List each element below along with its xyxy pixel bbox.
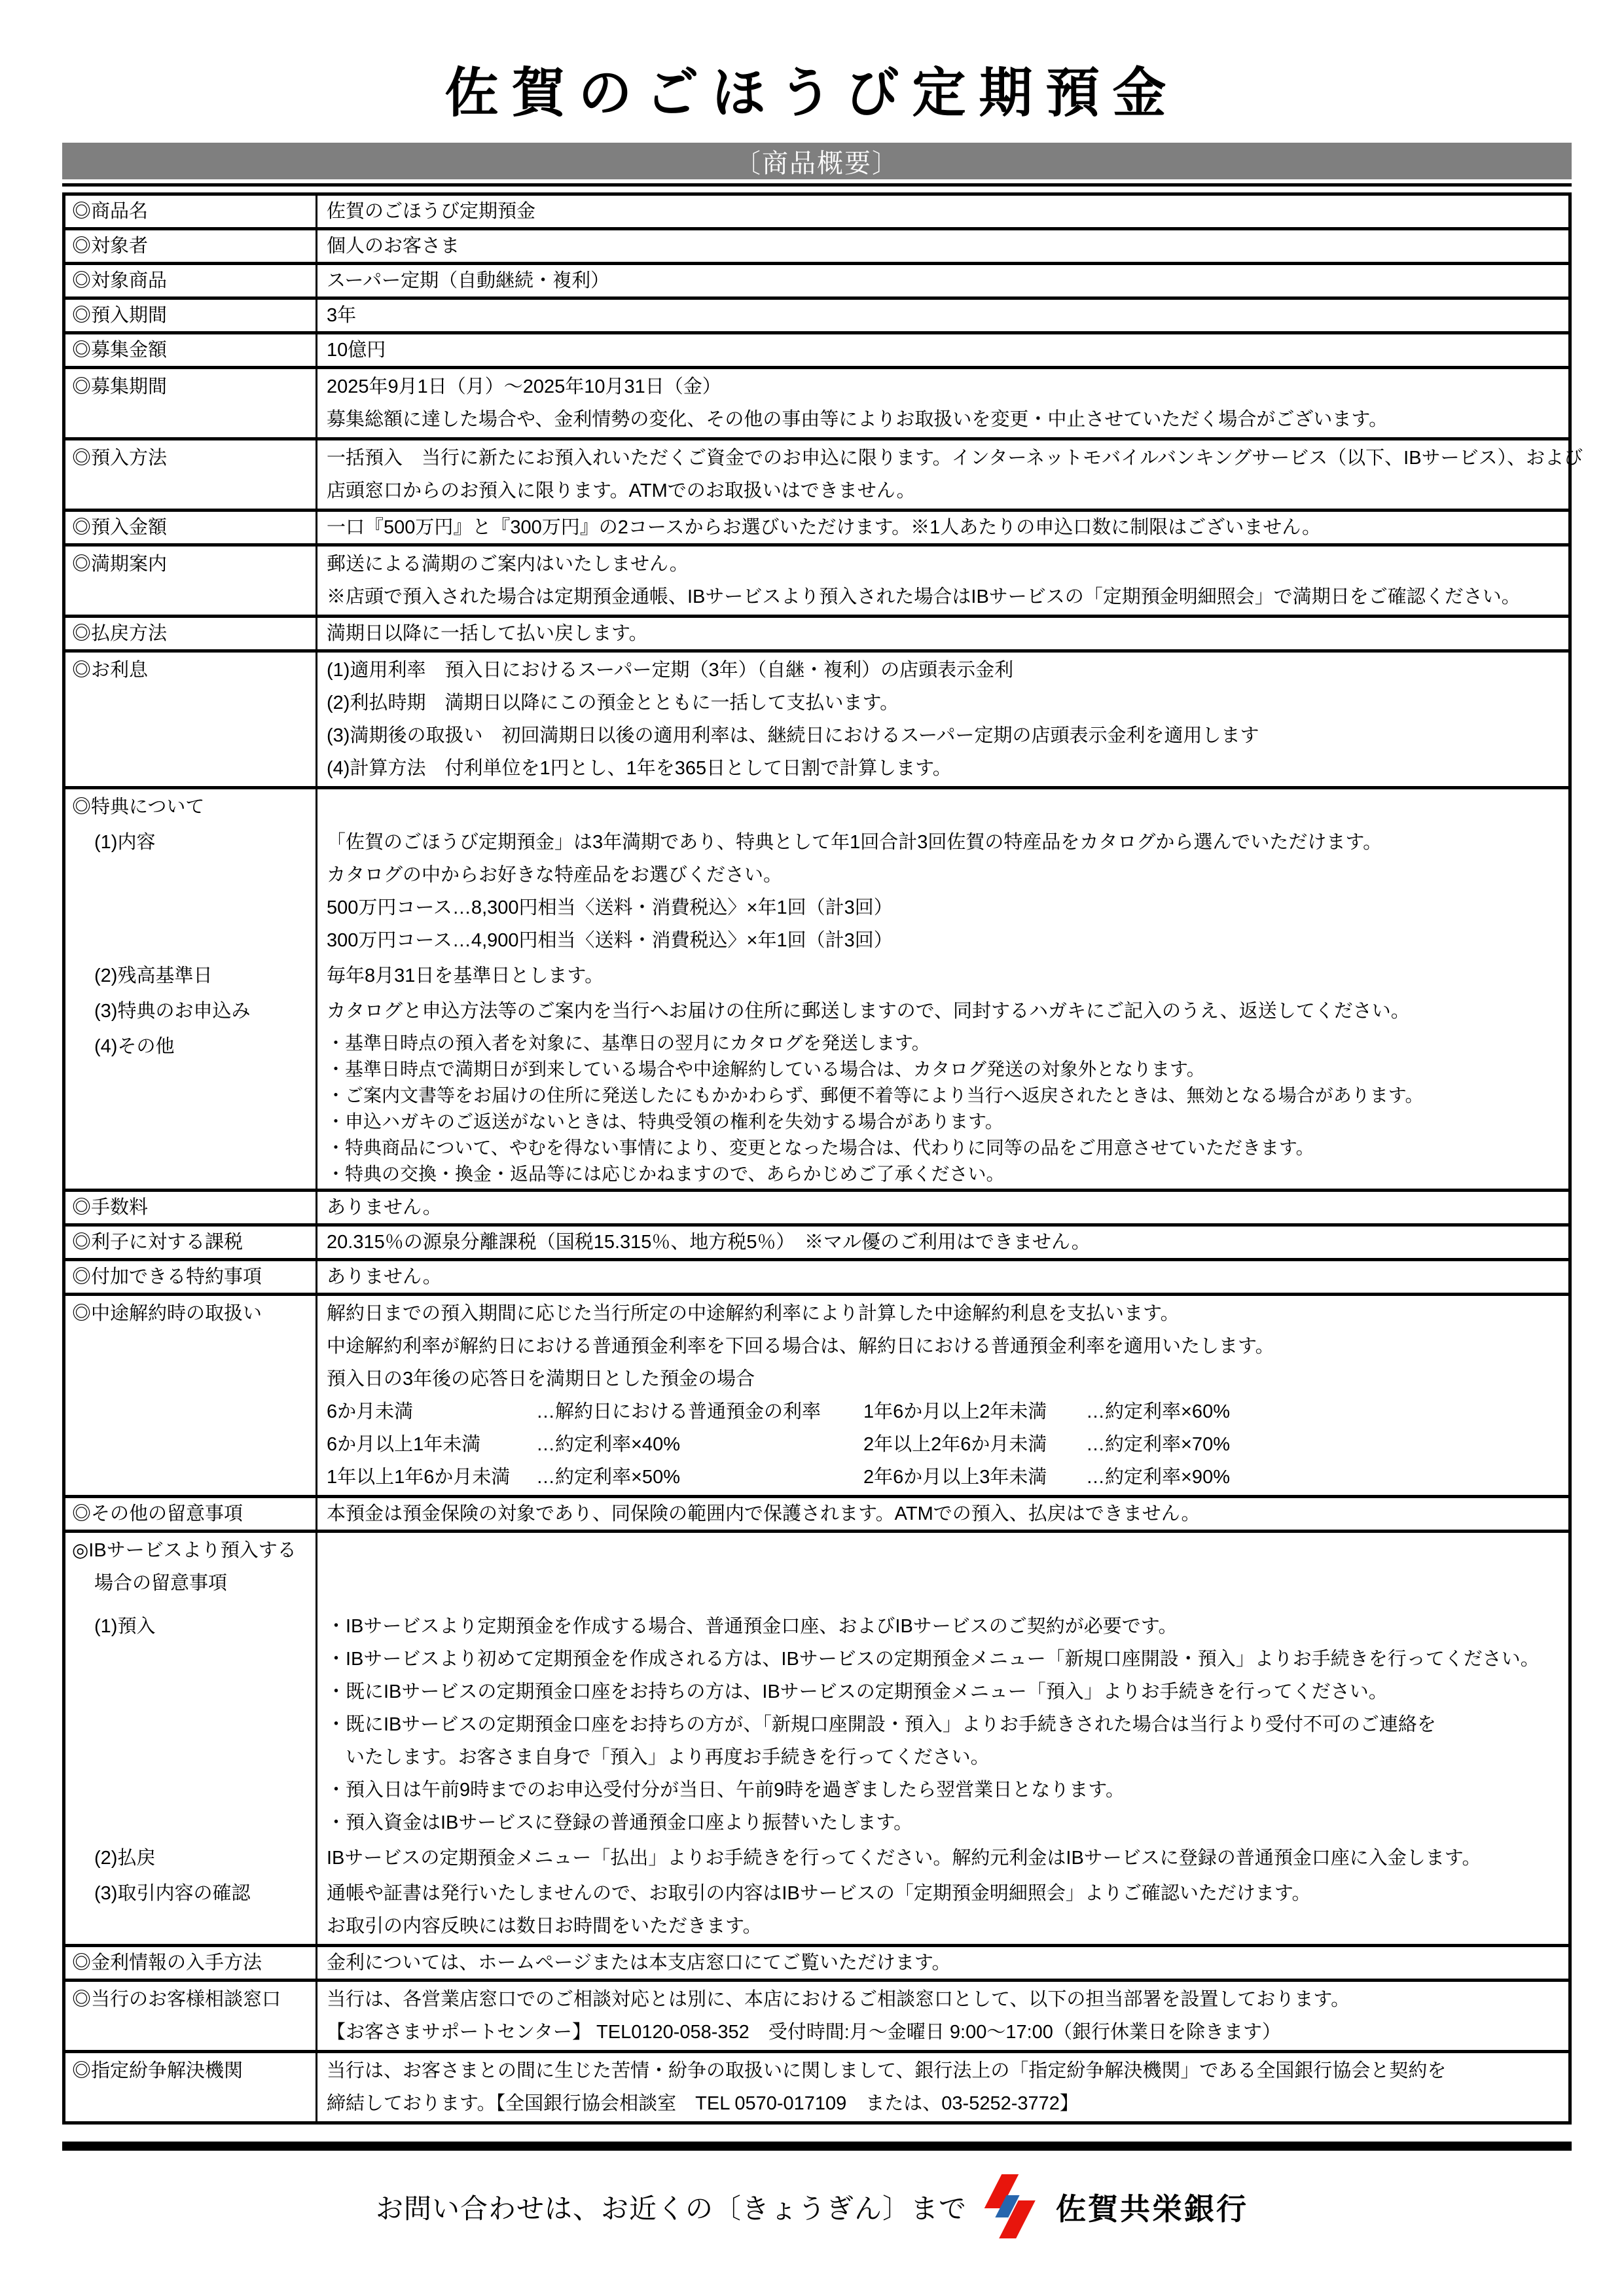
table-row-fees	[65, 1192, 1568, 1227]
row-content: (1)適用利率 預入日におけるスーパー定期（3年）（自継・複利）の店頭表示金利 (2)利払時期 満期日以降にこの預金とともに一括して支払います。 (3)満期後の取扱い 初回満期日以後の適用利率は、継続日におけるスーパー定期の店頭表示金利を適用します (4)計算方法 付利単位を1円とし、1年を365日として日割で計算します。	[327, 660, 1259, 779]
row-content: スーパー定期（自動継続・複利）	[327, 270, 610, 291]
row-content: 解約日までの預入期間に応じた当行所定の中途解約利率により計算した中途解約利息を支払います。 中途解約利率が解約日における普通預金利率を下回る場合は、解約日における普通預金利率を適用いたします。 預入日の3年後の応答日を満期日とした預金の場合 6か月未満 …解約日における普通預金の利率 1年6か月以上2年未満 …約定利率×60% 6か月以上1年未満 …約定利率×40% 2年以上2年6か月未満 …約定利率×70% 1年以上1年6か月未満 …約定利率×50% 2年6か月以上3年未満 …約定利率×90%	[317, 1296, 1568, 1495]
benefits-content-subrow	[65, 825, 1568, 958]
spacer	[72, 1600, 312, 1607]
table-row-refund-method	[65, 618, 1568, 653]
row-label: ◎預入期間	[65, 300, 317, 331]
footer-divider-bar	[62, 2142, 1572, 2151]
row-content: 当行は、各営業店窓口でのご相談対応とは別に、本店におけるご相談窓口として、以下の担当部署を設置しております。 【お客さまサポートセンター】 TEL0120-058-352 受付時間:月～金曜日 9:00～17:00（銀行休業日を除きます）	[327, 1989, 1350, 2043]
row-label: ◎対象商品	[65, 265, 317, 296]
row-content: 佐賀のごほうび定期預金	[327, 201, 536, 222]
table-row-maturity-notice	[65, 547, 1568, 618]
row-content: 「佐賀のごほうび定期預金」は3年満期であり、特典として年1回合計3回佐賀の特産品をカタログから選んでいただけます。 カタログの中からお好きな特産品をお選びください。 500万円コース…8,300円相当〈送料・消費税込〉×年1回（計3回） 300万円コース…4,900円相当〈送料・消費税込〉×年1回（計3回）	[327, 832, 1382, 951]
row-content: ありません。	[327, 1266, 442, 1287]
row-content: 一口『500万円』と『300万円』の2コースからお選びいただけます。※1人あたりの申込口数に制限はございません。	[327, 517, 1321, 538]
row-content	[317, 789, 1568, 825]
bank-logo	[979, 2173, 1044, 2241]
benefits-heading	[65, 789, 1568, 825]
row-content: ありません。	[327, 1197, 442, 1218]
row-content: IBサービスの定期預金メニュー「払出」よりお手続きを行ってください。解約元利金はIBサービスに登録の普通預金口座に入金します。	[327, 1848, 1481, 1869]
row-label: ◎預入方法	[65, 440, 317, 509]
row-label: ◎指定紛争解決機関	[65, 2053, 317, 2121]
table-row-early-termination	[65, 1296, 1568, 1498]
row-label: ◎中途解約時の取扱い	[65, 1296, 317, 1495]
benefits-other-subrow	[65, 1029, 1568, 1189]
section-header-band	[62, 143, 1572, 179]
row-content: 毎年8月31日を基準日とします。	[327, 965, 604, 986]
row-label: ◎手数料	[65, 1192, 317, 1223]
row-label: ◎募集期間	[65, 369, 317, 437]
row-label: ◎払戻方法	[65, 618, 317, 649]
table-row-deposit-term	[65, 300, 1568, 334]
section-header-label: 〔商品概要〕	[734, 149, 899, 178]
ib-heading	[65, 1533, 1568, 1609]
page-title: 佐賀のごほうび定期預金	[444, 63, 1180, 123]
row-sublabel: (2)残高基準日	[65, 958, 317, 994]
table-row-target-customer	[65, 230, 1568, 265]
section-header-underline	[62, 183, 1572, 187]
row-label: ◎金利情報の入手方法	[65, 1947, 317, 1979]
table-row-tax	[65, 1227, 1568, 1261]
row-content: カタログと申込方法等のご案内を当行へお届けの住所に郵送しますので、同封するハガキにご記入のうえ、返送してください。	[327, 1001, 1410, 1022]
table-row-offer-amount	[65, 334, 1568, 369]
row-sublabel: (1)内容	[65, 825, 317, 958]
table-row-deposit-amount	[65, 512, 1568, 547]
row-label: ◎利子に対する課税	[65, 1227, 317, 1258]
row-content	[317, 1533, 1568, 1609]
row-content: 10億円	[327, 340, 386, 361]
row-label: ◎その他の留意事項	[65, 1498, 317, 1530]
row-label: ◎お利息	[65, 653, 317, 786]
row-content: 20.315％の源泉分離課税（国税15.315％、地方税5％） ※マル優のご利用はできません。	[327, 1232, 1091, 1253]
early-termination-rate-row: 6か月以上1年未満 …約定利率×40% 2年以上2年6か月未満 …約定利率×70%	[327, 1434, 1230, 1455]
table-row-offer-period	[65, 369, 1568, 440]
table-row-benefits	[65, 789, 1568, 1192]
row-label: ◎付加できる特約事項	[65, 1261, 317, 1293]
footer	[0, 2173, 1624, 2241]
early-termination-rate-row: 6か月未満 …解約日における普通預金の利率 1年6か月以上2年未満 …約定利率×60%	[327, 1401, 1230, 1422]
footer-contact-text: お問い合わせは、お近くの〔きょうぎん〕まで	[375, 2195, 967, 2225]
table-row-target-product	[65, 265, 1568, 300]
benefits-apply-subrow	[65, 994, 1568, 1029]
row-label: ◎特典について	[65, 789, 317, 825]
row-sublabel: (1)預入	[65, 1609, 317, 1840]
row-content: 3年	[327, 305, 357, 326]
table-row-deposit-method	[65, 440, 1583, 512]
table-row-consultation-desk	[65, 1982, 1568, 2053]
row-sublabel: (3)特典のお申込み	[65, 994, 317, 1029]
table-row-other-notes	[65, 1498, 1568, 1533]
table-row-rate-info	[65, 1947, 1568, 1982]
row-label: ◎IBサービスより預入する 場合の留意事項	[65, 1533, 317, 1609]
row-content: 当行は、お客さまとの間に生じた苦情・紛争の取扱いに関しまして、銀行法上の「指定紛争解決機関」である全国銀行協会と契約を 締結しております。【全国銀行協会相談室 TEL 0570-017109 または、03-5252-3772】	[327, 2060, 1447, 2114]
row-content: 通帳や証書は発行いたしませんので、お取引の内容はIBサービスの「定期預金明細照会」よりご確認いただけます。 お取引の内容反映には数日お時間をいただきます。	[327, 1883, 1311, 1937]
row-label: ◎満期案内	[65, 547, 317, 615]
row-sublabel: (2)払戻	[65, 1840, 317, 1876]
row-content: 郵送による満期のご案内はいたしません。 ※店頭で預入された場合は定期預金通帳、IBサービスより預入された場合はIBサービスの「定期預金明細照会」で満期日をご確認ください。	[327, 554, 1521, 607]
row-content: 個人のお客さま	[327, 236, 460, 257]
bank-name: 佐賀共栄銀行	[1056, 2192, 1248, 2226]
table-row-dispute-resolution	[65, 2053, 1568, 2121]
row-label: ◎募集金額	[65, 334, 317, 366]
row-content: ・基準日時点の預入者を対象に、基準日の翌月にカタログを発送します。 ・基準日時点で満期日が到来している場合や中途解約している場合は、カタログ発送の対象外となります。 ・ご案内文書等をお届けの住所に発送したにもかかわらず、郵便不着等により当行へ返戻されたときは、無効となる場合があります。 ・申込ハガキのご返送がないときは、特典受領の権利を失効する場合があります。 ・特典商品について、やむを得ない事情により、変更となった場合は、代わりに同等の品をご用意させていただきます。 ・特典の交換・換金・返品等には応じかねますので、あらかじめご了承ください。	[327, 1033, 1424, 1184]
row-content: 金利については、ホームページまたは本支店窓口にてご覧いただけます。	[327, 1952, 951, 1973]
row-sublabel: (4)その他	[65, 1029, 317, 1189]
row-sublabel: (3)取引内容の確認	[65, 1876, 317, 1944]
row-content: ・IBサービスより定期預金を作成する場合、普通預金口座、およびIBサービスのご契約が必要です。 ・IBサービスより初めて定期預金を作成される方は、IBサービスの定期預金メニュー「新規口座開設・預入」よりお手続きを行ってください。 ・既にIBサービスの定期預金口座をお持ちの方は、IBサービスの定期預金メニュー「預入」よりお手続きを行ってください。 ・既にIBサービスの定期預金口座をお持ちの方が、「新規口座開設・預入」よりお手続きされた場合は当行より受付不可のご連絡を いたします。お客さま自身で「預入」より再度お手続きを行ってください。 ・預入日は午前9時までのお申込受付分が当日、午前9時を過ぎましたら翌営業日となります。 ・預入資金はIBサービスに登録の普通預金口座より振替いたします。	[327, 1616, 1540, 1833]
table-row-product-name	[65, 196, 1568, 230]
row-label: ◎商品名	[65, 196, 317, 227]
table-row-special-clauses	[65, 1261, 1568, 1296]
row-content: 満期日以降に一括して払い戻します。	[327, 623, 648, 644]
product-summary-table	[62, 192, 1583, 2125]
early-termination-rate-row: 1年以上1年6か月未満 …約定利率×50% 2年6か月以上3年未満 …約定利率×90%	[327, 1467, 1230, 1488]
row-content: 一括預入 当行に新たにお預入れいただくご資金でのお申込に限ります。インターネットモバイルバンキングサービス（以下、IBサービス）、および 店頭窓口からのお預入に限ります。ATMでのお取扱いはできません。	[327, 448, 1583, 501]
ib-refund-subrow	[65, 1840, 1568, 1876]
table-row-interest	[65, 653, 1568, 789]
ib-deposit-subrow	[65, 1609, 1568, 1840]
row-label: ◎当行のお客様相談窓口	[65, 1982, 317, 2050]
benefits-base-date-subrow	[65, 958, 1568, 994]
row-content: 本預金は預金保険の対象であり、同保険の範囲内で保護されます。ATMでの預入、払戻はできません。	[327, 1503, 1200, 1524]
row-content: 2025年9月1日（月）～2025年10月31日（金） 募集総額に達した場合や、金利情勢の変化、その他の事由等によりお取扱いを変更・中止させていただく場合がございます。	[327, 376, 1388, 430]
row-label: ◎預入金額	[65, 512, 317, 543]
ib-confirm-subrow	[65, 1876, 1568, 1944]
table-row-ib-service-notes	[65, 1533, 1568, 1947]
row-label: ◎対象者	[65, 230, 317, 262]
